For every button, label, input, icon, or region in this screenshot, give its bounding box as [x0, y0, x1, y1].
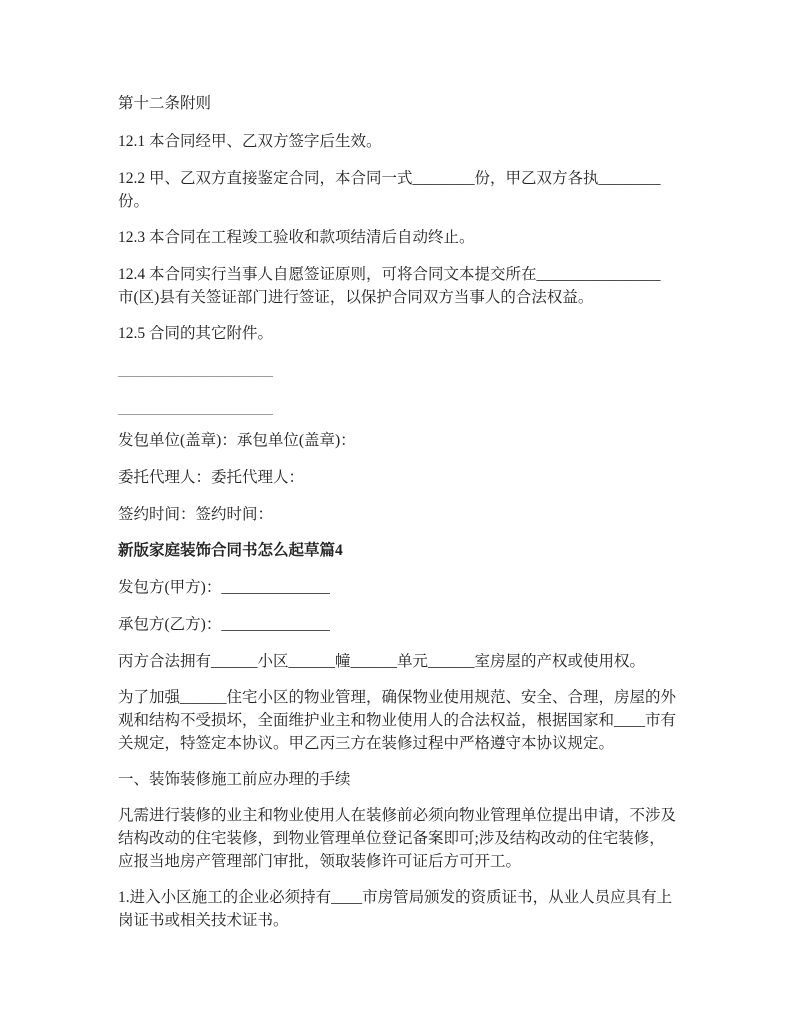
section-heading — [118, 539, 343, 562]
party-b-line — [118, 613, 330, 636]
paragraph-line: 结构改动的住宅装修，到物业管理单位登记备案即可;涉及结构改动的住宅装修， — [118, 830, 665, 847]
paragraph-line: 一、装饰装修施工前应办理的手续 — [118, 771, 351, 788]
clause-12-5 — [118, 322, 273, 345]
clause-12-1 — [118, 130, 382, 153]
agent-line — [118, 466, 304, 489]
party-c-line — [118, 650, 645, 673]
application-paragraph — [118, 804, 676, 873]
paragraph-line: 第十二条附则 — [118, 95, 212, 112]
paragraph-line: 为了加强______住宅小区的物业管理，确保物业使用规范、安全、合理，房屋的外 — [118, 689, 677, 706]
paragraph-line: 12.5 合同的其它附件。 — [118, 325, 274, 342]
paragraph-line: 应报当地房产管理部门审批，领取装修许可证后方可开工。 — [118, 853, 522, 870]
article-title — [118, 92, 211, 115]
paragraph-line: 12.2 甲、乙双方直接鉴定合同，本合同一式________份，甲乙双方各执________ — [118, 170, 661, 187]
clause-12-4 — [118, 263, 661, 309]
clause-12-2 — [118, 167, 661, 213]
attachment-blank-line — [118, 397, 273, 420]
paragraph-line: 承包方(乙方)：______________ — [118, 616, 330, 633]
heading-text: 新版家庭装饰合同书怎么起草篇4 — [118, 542, 343, 559]
paragraph-line: 岗证书或相关技术证书。 — [118, 912, 289, 929]
party-a-line — [118, 576, 330, 599]
paragraph-line: 份。 — [118, 193, 150, 210]
subsection-heading — [118, 768, 351, 791]
paragraph-line: 12.4 本合同实行当事人自愿签证原则，可将合同文本提交所在________________ — [118, 266, 661, 283]
paragraph-line: 丙方合法拥有______小区______幢______单元______室房屋的产权或使用权。 — [118, 653, 646, 670]
clause-12-3 — [118, 226, 475, 249]
blank-line: ____________________ — [118, 400, 273, 417]
blank-line: ____________________ — [118, 362, 273, 379]
paragraph-line: 12.1 本合同经甲、乙双方签字后生效。 — [118, 133, 382, 150]
paragraph-line: 凡需进行装修的业主和物业使用人在装修前必须向物业管理单位提出申请，不涉及 — [118, 807, 677, 824]
paragraph-line: 市(区)县有关签证部门进行签证，以保护合同双方当事人的合法权益。 — [118, 289, 594, 306]
signing-date-line — [118, 503, 273, 526]
paragraph-line: 观和结构不受损坏，全面维护业主和物业使用人的合法权益，根据国家和____市有 — [118, 712, 677, 729]
paragraph-line: 委托代理人：委托代理人： — [118, 469, 305, 486]
paragraph-line: 签约时间：签约时间： — [118, 506, 274, 523]
paragraph-line: 发包方(甲方)：______________ — [118, 579, 330, 596]
party-seal-line — [118, 429, 356, 452]
attachment-blank-line — [118, 359, 273, 382]
paragraph-line: 关规定，特签定本协议。甲乙丙三方在装修过程中严格遵守本协议规定。 — [118, 735, 615, 752]
paragraph-line: 12.3 本合同在工程竣工验收和款项结清后自动终止。 — [118, 229, 475, 246]
purpose-paragraph — [118, 686, 676, 755]
item-1-paragraph — [118, 886, 672, 932]
paragraph-line: 1.进入小区施工的企业必须持有____市房管局颁发的资质证书，从业人员应具有上 — [118, 889, 673, 906]
paragraph-line: 发包单位(盖章)：承包单位(盖章)： — [118, 432, 356, 449]
